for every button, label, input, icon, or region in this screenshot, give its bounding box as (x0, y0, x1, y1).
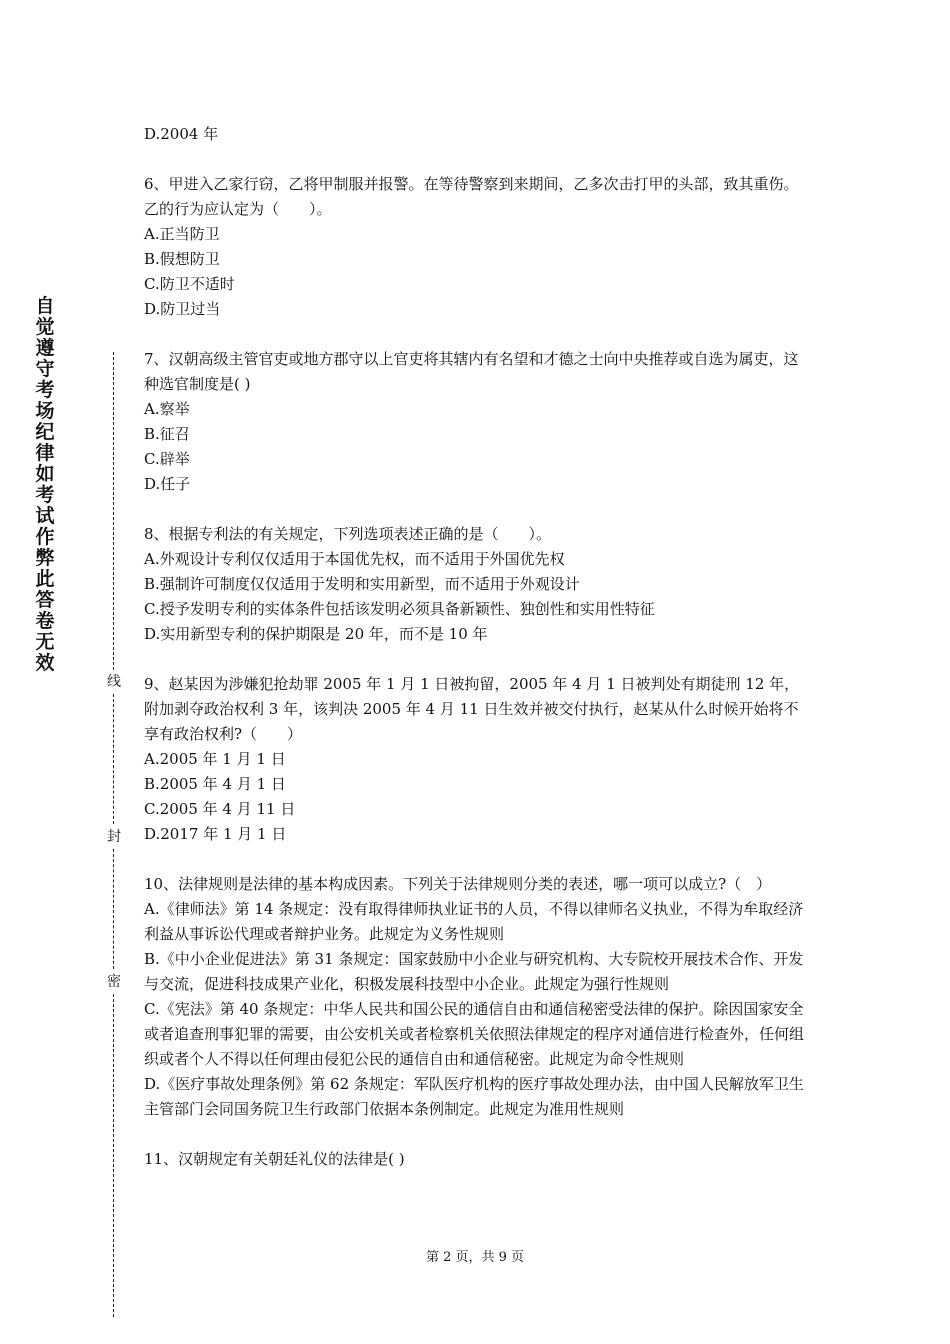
question-option: A.2005 年 1 月 1 日 (144, 750, 286, 768)
binding-line (106, 352, 122, 1317)
exam-discipline-notice: 自 觉 遵 守 考 场 纪 律 如 考 试 作 弊 此 答 卷 无 效 (35, 295, 55, 674)
question-option: D.2017 年 1 月 1 日 (144, 825, 287, 843)
binding-mark-secret: 密 (107, 974, 121, 990)
question-stem: 11、汉朝规定有关朝廷礼仪的法律是( ) (144, 1150, 405, 1168)
question-option: B.假想防卫 (144, 250, 220, 268)
question-option: A.《律师法》第 14 条规定：没有取得律师执业证书的人员，不得以律师名义执业，不得为牟取经济利益从事诉讼代理或者辩护业务。此规定为义务性规则 (144, 900, 804, 943)
question-10 (144, 872, 812, 1122)
question-6 (144, 172, 812, 322)
question-option: A.外观设计专利仅仅适用于本国优先权，而不适用于外国优先权 (144, 550, 565, 568)
question-9 (144, 672, 812, 847)
leading-option: D.2004 年 (144, 125, 219, 143)
question-stem: 8、根据专利法的有关规定，下列选项表述正确的是（ ）。 (144, 525, 552, 543)
question-7 (144, 347, 812, 497)
question-option: C.防卫不适时 (144, 275, 235, 293)
question-stem: 10、法律规则是法律的基本构成因素。下列关于法律规则分类的表述，哪一项可以成立?（ ） (144, 875, 772, 893)
question-option: B.征召 (144, 425, 190, 443)
question-stem: 7、汉朝高级主管官吏或地方郡守以上官吏将其辖内有名望和才德之士向中央推荐或自选为属吏，这种选官制度是( ) (144, 350, 799, 393)
question-option: D.《医疗事故处理条例》第 62 条规定：军队医疗机构的医疗事故处理办法，由中国人民解放军卫生主管部门会同国务院卫生行政部门依据本条例制定。此规定为准用性规则 (144, 1075, 804, 1118)
question-option: C.《宪法》第 40 条规定：中华人民共和国公民的通信自由和通信秘密受法律的保护。除因国家安全或者追查刑事犯罪的需要，由公安机关或者检察机关依照法律规定的程序对通信进行检查外，任何组织或者个人不得以任何理由侵犯公民的通信自由和通信秘密。此规定为命令性规则 (144, 1000, 805, 1068)
binding-mark-seal: 封 (107, 829, 121, 845)
question-option: A.正当防卫 (144, 225, 220, 243)
question-option: D.实用新型专利的保护期限是 20 年，而不是 10 年 (144, 625, 488, 643)
exam-content (144, 122, 812, 1172)
question-stem: 9、赵某因为涉嫌犯抢劫罪 2005 年 1 月 1 日被拘留，2005 年 4 月 1 日被判处有期徒刑 12 年，附加剥夺政治权利 3 年，该判决 2005 年 4 月 11 日生效并被交付执行，赵某从什么时候开始将不享有政治权利?（ ） (144, 675, 800, 743)
question-option: A.察举 (144, 400, 190, 418)
question-option: C.2005 年 4 月 11 日 (144, 800, 296, 818)
question-option: D.防卫过当 (144, 300, 221, 318)
question-option: C.辟举 (144, 450, 190, 468)
question-option: B.2005 年 4 月 1 日 (144, 775, 286, 793)
question-stem: 6、甲进入乙家行窃，乙将甲制服并报警。在等待警察到来期间，乙多次击打甲的头部，致其重伤。乙的行为应认定为（ ）。 (144, 175, 799, 218)
question-option: B.强制许可制度仅仅适用于发明和实用新型，而不适用于外观设计 (144, 575, 580, 593)
question-option: C.授予发明专利的实体条件包括该发明必须具备新颖性、独创性和实用性特征 (144, 600, 655, 618)
question-option: B.《中小企业促进法》第 31 条规定：国家鼓励中小企业与研究机构、大专院校开展技术合作、开发与交流，促进科技成果产业化，积极发展科技型中小企业。此规定为强行性规则 (144, 950, 804, 993)
question-11 (144, 1147, 812, 1172)
binding-mark-line: 线 (107, 674, 121, 690)
question-8 (144, 522, 812, 647)
page-footer: 第 2 页，共 9 页 (425, 1250, 525, 1265)
question-option: D.任子 (144, 475, 191, 493)
